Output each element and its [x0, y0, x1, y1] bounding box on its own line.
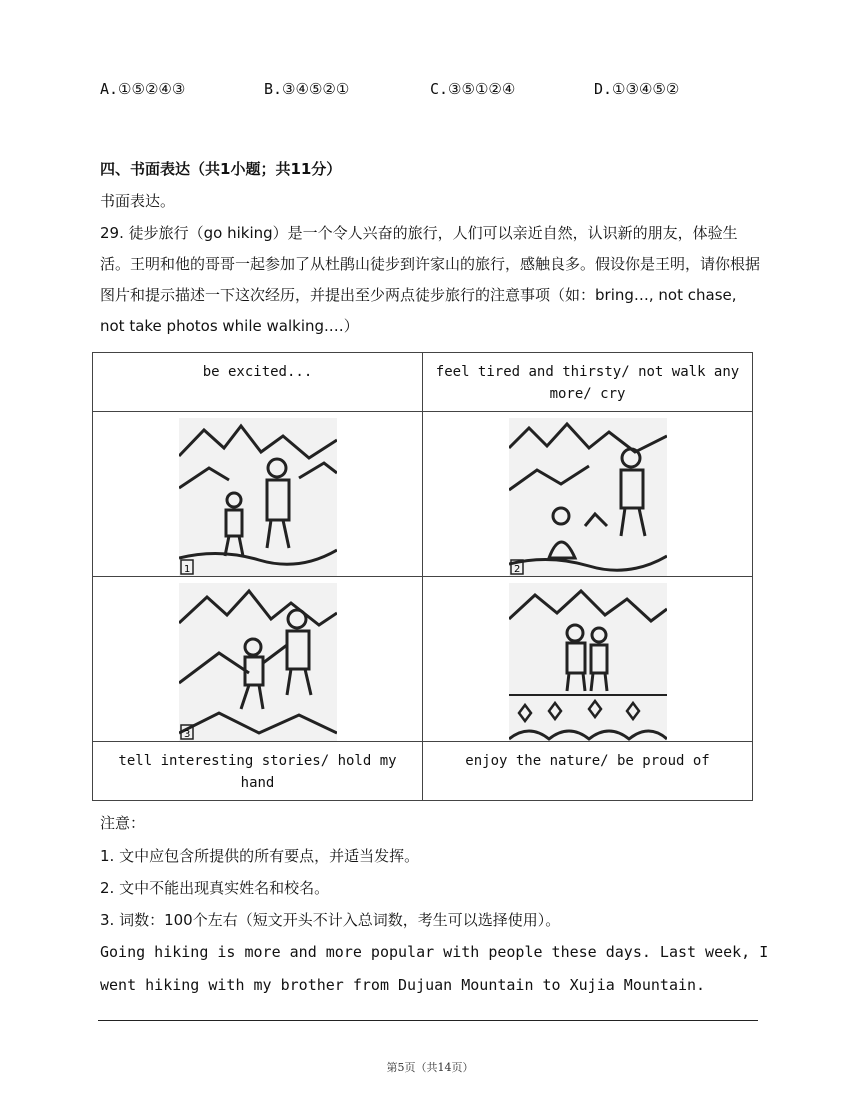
prompt-table: [92, 352, 753, 801]
section-subtitle: 书面表达。: [100, 192, 176, 210]
essay-line-1: Going hiking is more and more popular with people these days. Last week, I: [100, 943, 769, 961]
option-d: D.①③④⑤②: [594, 80, 680, 98]
hiking-sketch-icon: [509, 583, 667, 741]
hiking-sketch-icon: [179, 418, 337, 576]
picture-number: 2: [513, 564, 520, 575]
prompt-cell-4: enjoy the nature/ be proud of: [423, 742, 753, 801]
essay-line-2: went hiking with my brother from Dujuan Mountain to Xujia Mountain.: [100, 976, 706, 994]
answer-line: [98, 1020, 758, 1021]
section-title: 四、书面表达（共1小题；共11分）: [100, 160, 342, 178]
notes-heading: 注意：: [100, 814, 146, 832]
hiking-sketch-icon: [179, 583, 337, 741]
note-1: 1. 文中应包含所提供的所有要点，并适当发挥。: [100, 847, 420, 865]
picture-cell-3: [93, 577, 423, 742]
picture-number: 1: [183, 564, 190, 575]
option-b: B.③④⑤②①: [264, 80, 350, 98]
note-3: 3. 词数：100个左右（短文开头不计入总词数，考生可以选择使用）。: [100, 911, 561, 929]
option-a: A.①⑤②④③: [100, 80, 186, 98]
picture-cell-4: [423, 577, 753, 742]
prompt-cell-1: be excited...: [93, 353, 423, 412]
page-footer: 第5页（共14页）: [386, 1061, 474, 1074]
option-c: C.③⑤①②④: [430, 80, 516, 98]
picture-number: 3: [183, 729, 190, 740]
question-text: 29. 徒步旅行（go hiking）是一个令人兴奋的旅行，人们可以亲近自然，认识新的朋友，体验生活。王明和他的哥哥一起参加了从杜鹃山徒步到许家山的旅行，感触良多。假设你是王明，请你根据图片和提示描述一下这次经历，并提出至少两点徒步旅行的注意事项（如：bring…, not chase, not take photos while walking.…）: [100, 224, 761, 335]
prompt-cell-2: feel tired and thirsty/ not walk any more/ cry: [423, 353, 753, 412]
hiking-sketch-icon: [509, 418, 667, 576]
prompt-cell-3: tell interesting stories/ hold my hand: [93, 742, 423, 801]
picture-cell-1: [93, 412, 423, 577]
note-2: 2. 文中不能出现真实姓名和校名。: [100, 879, 330, 897]
picture-cell-2: [423, 412, 753, 577]
